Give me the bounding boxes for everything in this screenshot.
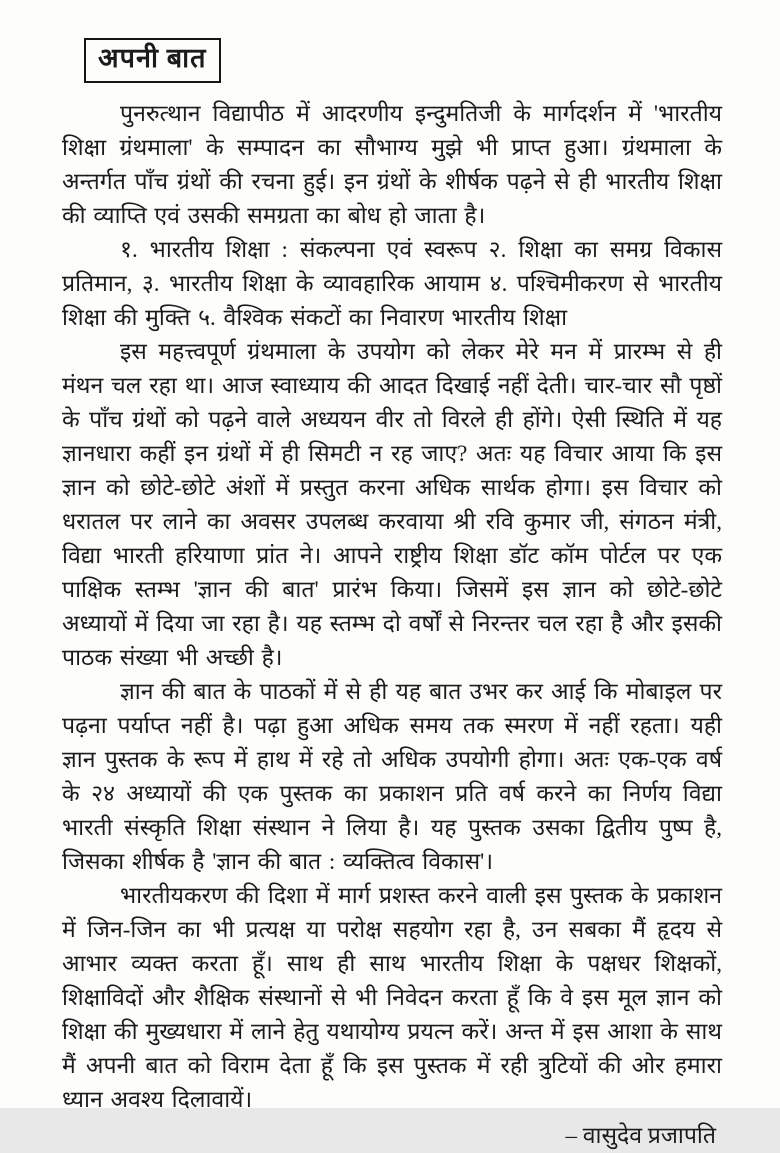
author-signature: – वासुदेव प्रजापति — [565, 1122, 716, 1148]
section-title: अपनी बात — [98, 43, 207, 73]
document-body — [62, 97, 722, 1117]
paragraph-column-origin: इस महत्त्वपूर्ण ग्रंथमाला के उपयोग को लेकर मेरे मन में प्रारम्भ से ही मंथन चल रहा था। आज स्वाध्याय की आदत दिखाई नहीं देती। चार-चार सौ पृष्ठों के पाँच ग्रंथों को पढ़ने वाले अध्ययन वीर तो विरले ही होंगे। ऐसी स्थिति में यह ज्ञानधारा कहीं इन ग्रंथों में ही सिमटी न रह जाए? अतः यह विचार आया कि इस ज्ञान को छोटे-छोटे अंशों में प्रस्तुत करना अधिक सार्थक होगा। इस विचार को धरातल पर लाने का अवसर उपलब्ध करवाया श्री रवि कुमार जी, संगठन मंत्री, विद्या भारती हरियाणा प्रांत ने। आपने राष्ट्रीय शिक्षा डॉट कॉम पोर्टल पर एक पाक्षिक स्तम्भ 'ज्ञान की बात' प्रारंभ किया। जिसमें इस ज्ञान को छोटे-छोटे अध्यायों में दिया जा रहा है। यह स्तम्भ दो वर्षों से निरन्तर चल रहा है और इसकी पाठक संख्या भी अच्छी है। — [62, 338, 722, 670]
section-title-box — [84, 38, 221, 83]
paragraph-intro: पुनरुत्थान विद्यापीठ में आदरणीय इन्दुमतिजी के मार्गदर्शन में 'भारतीय शिक्षा ग्रंथमाला' के सम्पादन का सौभाग्य मुझे भी प्राप्त हुआ। ग्रंथमाला के अन्तर्गत पाँच ग्रंथों की रचना हुई। इन ग्रंथों के शीर्षक पढ़ने से ही भारतीय शिक्षा की व्याप्ति एवं उसकी समग्रता का बोध हो जाता है। — [62, 100, 722, 228]
paragraph-book-list: १. भारतीय शिक्षा : संकल्पना एवं स्वरूप २. शिक्षा का समग्र विकास प्रतिमान, ३. भारतीय शिक्षा के व्यावहारिक आयाम ४. पश्चिमीकरण से भारतीय शिक्षा की मुक्ति ५. वैश्विक संकटों का निवारण भारतीय शिक्षा — [62, 236, 722, 330]
paragraph-book-publication: ज्ञान की बात के पाठकों में से ही यह बात उभर कर आई कि मोबाइल पर पढ़ना पर्याप्त नहीं है। पढ़ा हुआ अधिक समय तक स्मरण में नहीं रहता। यही ज्ञान पुस्तक के रूप में हाथ में रहे तो अधिक उपयोगी होगा। अतः एक-एक वर्ष के २४ अध्यायों की एक पुस्तक का प्रकाशन प्रति वर्ष करने का निर्णय विद्या भारती संस्कृति शिक्षा संस्थान ने लिया है। यह पुस्तक उसका द्वितीय पुष्प है, जिसका शीर्षक है 'ज्ञान की बात : व्यक्तित्व विकास'। — [62, 678, 722, 874]
paragraph-acknowledgement: भारतीयकरण की दिशा में मार्ग प्रशस्त करने वाली इस पुस्तक के प्रकाशन में जिन-जिन का भी प्रत्यक्ष या परोक्ष सहयोग रहा है, उन सबका मैं हृदय से आभार व्यक्त करता हूँ। साथ ही साथ भारतीय शिक्षा के पक्षधर शिक्षकों, शिक्षाविदों और शैक्षिक संस्थानों से भी निवेदन करता हूँ कि वे इस मूल ज्ञान को शिक्षा की मुख्यधारा में लाने हेतु यथायोग्य प्रयत्न करें। अन्त में इस आशा के साथ मैं अपनी बात को विराम देता हूँ कि इस पुस्तक में रही त्रुटियों की ओर हमारा ध्यान अवश्य दिलावायें। — [62, 882, 722, 1112]
